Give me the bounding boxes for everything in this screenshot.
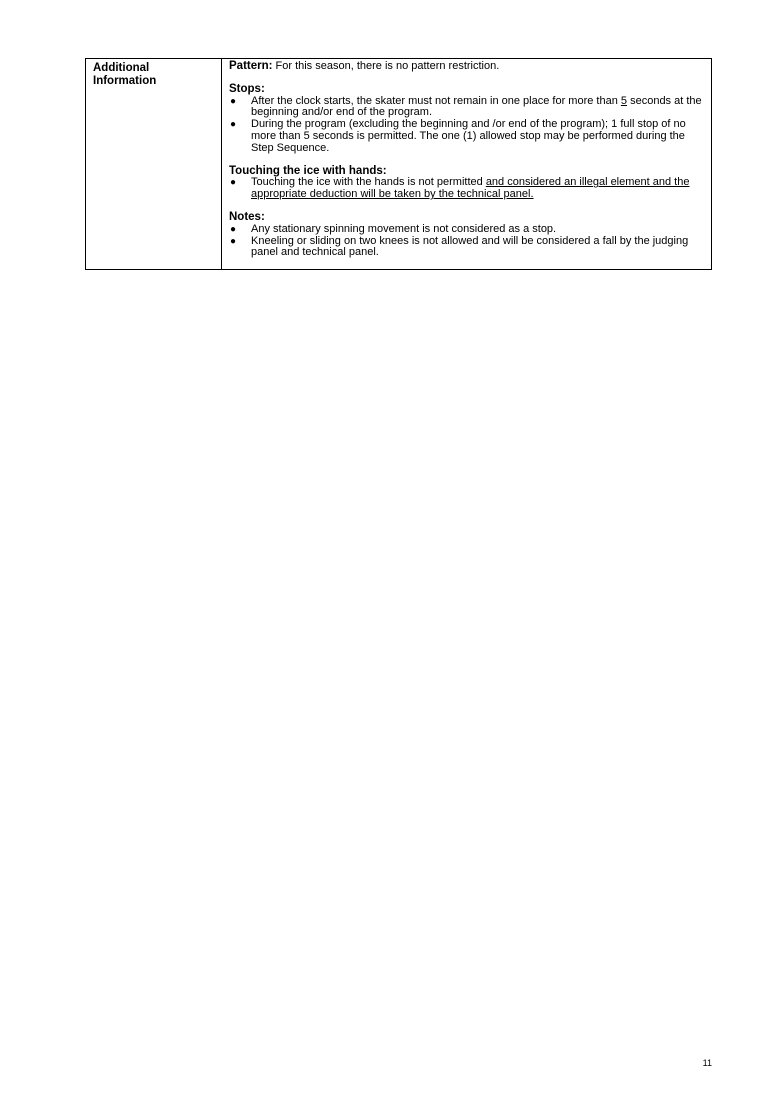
list-item xyxy=(229,119,704,154)
touching-item-underlined: and considered an illegal element and the appropriate deduction will be taken by the technical panel. xyxy=(251,176,690,201)
stops-item-underlined: 5 xyxy=(620,94,628,107)
content-cell xyxy=(222,59,712,270)
notes-heading: Notes: xyxy=(229,210,265,223)
stops-list xyxy=(229,96,704,155)
touching-section xyxy=(229,166,704,201)
bullet-icon: ● xyxy=(230,119,237,131)
label-line: Additional xyxy=(93,62,150,74)
touching-list xyxy=(229,177,704,201)
notes-item-text: Any stationary spinning movement is not considered as a stop. xyxy=(251,222,557,235)
label-line: Information xyxy=(93,75,157,87)
touching-item-text: Touching the ice with the hands is not permitted xyxy=(251,176,486,189)
bullet-icon: ● xyxy=(230,223,237,235)
table-row xyxy=(86,59,712,270)
stops-item-text: After the clock starts, the skater must not remain in one place for more than xyxy=(251,94,621,107)
list-item xyxy=(229,177,704,201)
bullet-icon: ● xyxy=(230,177,237,189)
pattern-text: For this season, there is no pattern restriction. xyxy=(272,60,500,72)
touching-heading: Touching the ice with hands: xyxy=(229,164,387,177)
list-item xyxy=(229,236,704,260)
notes-item-text: Kneeling or sliding on two knees is not allowed and will be considered a fall by the judging panel and technical panel. xyxy=(251,234,689,259)
stops-heading: Stops: xyxy=(229,82,265,95)
label-cell xyxy=(86,59,222,270)
stops-item-text: During the program (excluding the beginning and /or end of the program); 1 full stop of no more than 5 seconds is permitted. The one (1) allowed stop may be performed during the Step Sequence. xyxy=(251,118,686,154)
pattern-section xyxy=(229,61,704,73)
stops-item-tail: seconds at the beginning and/or end of the program. xyxy=(251,94,702,119)
notes-list xyxy=(229,224,704,259)
additional-information-table xyxy=(85,58,712,270)
notes-section xyxy=(229,212,704,259)
stops-section xyxy=(229,84,704,155)
page-number: 11 xyxy=(702,1058,712,1068)
pattern-heading: Pattern: xyxy=(229,60,273,72)
bullet-icon: ● xyxy=(230,95,237,107)
bullet-icon: ● xyxy=(230,235,237,247)
list-item xyxy=(229,96,704,120)
